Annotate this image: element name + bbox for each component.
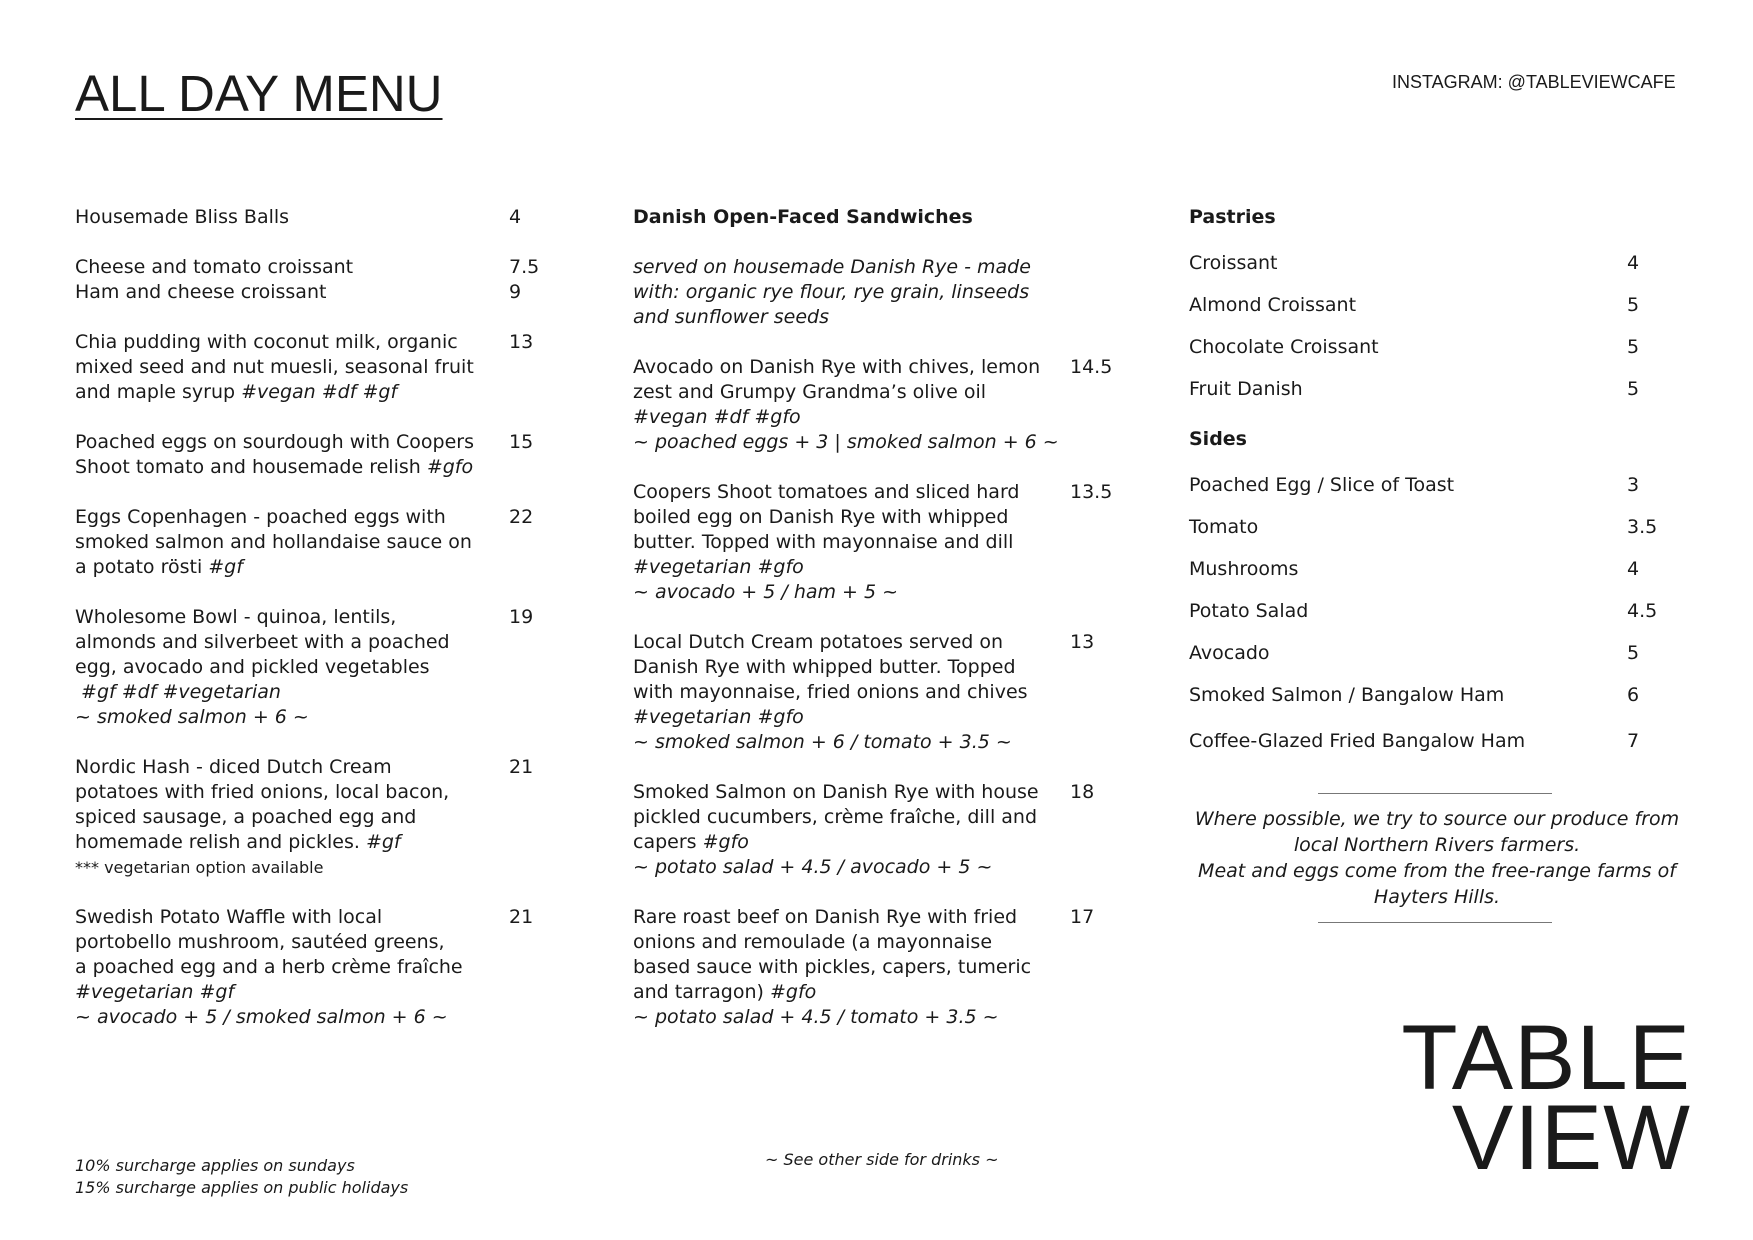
item-price: 15 [509, 431, 534, 453]
drinks-note: ~ See other side for drinks ~ [765, 1150, 999, 1169]
surcharge-holiday: 15% surcharge applies on public holidays [75, 1178, 409, 1197]
item-description: portobello mushroom, sautéed greens, [75, 931, 445, 953]
item-description: Shoot tomato and housemade relish #gfo [75, 456, 474, 478]
sourcing-line: Hayters Hills. [1373, 886, 1501, 908]
item-price: 13 [509, 331, 534, 353]
dietary-tags: #gf [208, 556, 243, 578]
item-price: 3.5 [1627, 516, 1658, 538]
item-price: 13 [1070, 631, 1095, 653]
item-description: Cheese and tomato croissant [75, 256, 354, 278]
item-price: 4 [1627, 558, 1640, 580]
dietary-tags: #vegetarian #gf [75, 981, 235, 1003]
item-description: butter. Topped with mayonnaise and dill [633, 531, 1014, 553]
item-description: spiced sausage, a poached egg and [75, 806, 417, 828]
surcharge-notes [75, 1155, 408, 1199]
item-addons: ~ avocado + 5 / ham + 5 ~ [633, 581, 899, 603]
divider-bottom [1318, 922, 1552, 923]
item-description: zest and Grumpy Grandma’s olive oil [633, 381, 987, 403]
menu-item [633, 480, 1123, 605]
item-name: Tomato [1189, 516, 1259, 538]
item-price: 4 [1627, 252, 1640, 274]
logo-line: VIEW [1451, 1087, 1691, 1189]
item-name: Coffee-Glazed Fried Bangalow Ham [1189, 730, 1526, 752]
item-name: Mushrooms [1189, 558, 1299, 580]
item-price: 9 [509, 281, 522, 303]
item-description: a potato rösti #gf [75, 556, 243, 578]
item-description: egg, avocado and pickled vegetables [75, 656, 430, 678]
item-description: with mayonnaise, fried onions and chives [633, 681, 1028, 703]
item-price: 22 [509, 506, 534, 528]
menu-item [75, 205, 565, 230]
side-row [1189, 641, 1679, 683]
item-description: homemade relish and pickles. #gf [75, 831, 401, 853]
item-price: 5 [1627, 336, 1640, 358]
item-price: 4.5 [1627, 600, 1658, 622]
dietary-tags: #vegetarian #gfo [633, 556, 804, 578]
dietary-tags: #vegetarian #gfo [633, 706, 804, 728]
item-description: Nordic Hash - diced Dutch Cream [75, 756, 392, 778]
item-description: Danish Rye with whipped butter. Topped [633, 656, 1016, 678]
item-addons: ~ potato salad + 4.5 / avocado + 5 ~ [633, 856, 993, 878]
item-name: Poached Egg / Slice of Toast [1189, 474, 1455, 496]
dietary-tags: #gf [365, 831, 401, 853]
item-description: Avocado on Danish Rye with chives, lemon [633, 356, 1041, 378]
menu-item [75, 255, 565, 280]
side-row [1189, 557, 1679, 599]
menu-column-middle [633, 205, 1123, 1055]
item-addons: ~ potato salad + 4.5 / tomato + 3.5 ~ [633, 1006, 999, 1028]
menu-item [633, 780, 1123, 880]
pastry-row [1189, 293, 1679, 335]
menu-column-left [75, 205, 565, 1055]
item-price: 6 [1627, 684, 1640, 706]
sourcing-line: Where possible, we try to source our produce from [1194, 808, 1680, 830]
item-name: Almond Croissant [1189, 294, 1357, 316]
item-name: Fruit Danish [1189, 378, 1303, 400]
item-description: a poached egg and a herb crème fraîche [75, 956, 463, 978]
item-price: 14.5 [1070, 356, 1113, 378]
item-price: 13.5 [1070, 481, 1113, 503]
instagram-handle: INSTAGRAM: @TABLEVIEWCAFE [1392, 72, 1676, 92]
pastry-row [1189, 377, 1679, 419]
item-description: Chia pudding with coconut milk, organic [75, 331, 458, 353]
item-description: and maple syrup #vegan #df #gf [75, 381, 398, 403]
item-description: Housemade Bliss Balls [75, 206, 290, 228]
intro-line: served on housemade Danish Rye - made [633, 256, 1031, 278]
item-price: 7.5 [509, 256, 540, 278]
sourcing-note [1187, 806, 1687, 910]
sourcing-line: local Northern Rivers farmers. [1293, 834, 1581, 856]
dietary-tags: #vegan #df #gfo [633, 406, 801, 428]
item-price: 7 [1627, 730, 1640, 752]
item-description: pickled cucumbers, crème fraîche, dill and [633, 806, 1038, 828]
item-name: Smoked Salmon / Bangalow Ham [1189, 684, 1505, 706]
item-price: 3 [1627, 474, 1640, 496]
section-heading-danish: Danish Open-Faced Sandwiches [633, 206, 973, 228]
item-description: boiled egg on Danish Rye with whipped [633, 506, 1009, 528]
item-description: almonds and silverbeet with a poached [75, 631, 450, 653]
dietary-tags: #gfo [770, 981, 817, 1003]
item-name: Croissant [1189, 252, 1278, 274]
dietary-tags: #gf #df #vegetarian [75, 681, 281, 703]
item-description: mixed seed and nut muesli, seasonal fruit [75, 356, 474, 378]
intro-line: and sunflower seeds [633, 306, 829, 328]
item-description: and tarragon) #gfo [633, 981, 817, 1003]
item-description: smoked salmon and hollandaise sauce on [75, 531, 472, 553]
side-row [1189, 515, 1679, 557]
dietary-tags: #gfo [426, 456, 474, 478]
item-description: Local Dutch Cream potatoes served on [633, 631, 1004, 653]
surcharge-sunday: 10% surcharge applies on sundays [75, 1156, 355, 1175]
vegetarian-note: *** vegetarian option available [75, 858, 324, 877]
item-description: based sauce with pickles, capers, tumeric [633, 956, 1032, 978]
menu-item [633, 355, 1123, 455]
item-description: potatoes with fried onions, local bacon, [75, 781, 450, 803]
menu-item [75, 755, 565, 880]
item-name: Potato Salad [1189, 600, 1309, 622]
pastry-row [1189, 335, 1679, 377]
menu-item [75, 330, 565, 405]
side-row [1189, 599, 1679, 641]
item-price: 17 [1070, 906, 1095, 928]
section-intro [633, 255, 1063, 330]
section-heading-pastries: Pastries [1189, 206, 1276, 228]
menu-item [633, 630, 1123, 755]
item-description: Smoked Salmon on Danish Rye with house [633, 781, 1039, 803]
item-description: Coopers Shoot tomatoes and sliced hard [633, 481, 1020, 503]
intro-line: with: organic rye flour, rye grain, linseeds [633, 281, 1030, 303]
item-description: Eggs Copenhagen - poached eggs with [75, 506, 446, 528]
item-description: onions and remoulade (a mayonnaise [633, 931, 993, 953]
item-name: Chocolate Croissant [1189, 336, 1379, 358]
page-title: ALL DAY MENU [75, 65, 443, 122]
item-price: 18 [1070, 781, 1095, 803]
item-price: 21 [509, 906, 534, 928]
item-addons: ~ smoked salmon + 6 ~ [75, 706, 309, 728]
menu-column-right [1189, 205, 1679, 923]
pastry-row [1189, 251, 1679, 293]
item-description: Ham and cheese croissant [75, 281, 327, 303]
item-addons: ~ avocado + 5 / smoked salmon + 6 ~ [75, 1006, 448, 1028]
table-view-logo [1401, 1007, 1691, 1189]
dietary-tags: #gfo [702, 831, 749, 853]
item-description: Wholesome Bowl - quinoa, lentils, [75, 606, 397, 628]
item-price: 19 [509, 606, 534, 628]
item-price: 4 [509, 206, 522, 228]
menu-item [75, 905, 565, 1030]
section-heading-sides: Sides [1189, 428, 1247, 450]
item-price: 5 [1627, 294, 1640, 316]
side-row [1189, 473, 1679, 515]
menu-item [75, 505, 565, 580]
item-description: Swedish Potato Waffle with local [75, 906, 383, 928]
side-row [1189, 729, 1679, 771]
dietary-tags: #vegan #df #gf [241, 381, 398, 403]
item-price: 21 [509, 756, 534, 778]
menu-item [75, 280, 565, 305]
item-name: Avocado [1189, 642, 1270, 664]
side-row [1189, 683, 1679, 729]
item-addons: ~ poached eggs + 3 | smoked salmon + 6 ~ [633, 431, 1059, 453]
menu-item [633, 905, 1123, 1030]
sourcing-line: Meat and eggs come from the free-range farms of [1198, 860, 1676, 882]
item-price: 5 [1627, 642, 1640, 664]
item-addons: ~ smoked salmon + 6 / tomato + 3.5 ~ [633, 731, 1012, 753]
item-description: Rare roast beef on Danish Rye with fried [633, 906, 1018, 928]
menu-item [75, 430, 565, 480]
item-description: capers #gfo [633, 831, 749, 853]
menu-item [75, 605, 565, 730]
item-description: Poached eggs on sourdough with Coopers [75, 431, 475, 453]
logo-line: TABLE [1401, 1007, 1691, 1109]
item-price: 5 [1627, 378, 1640, 400]
divider-top [1318, 793, 1552, 794]
croissant-group [75, 255, 565, 305]
